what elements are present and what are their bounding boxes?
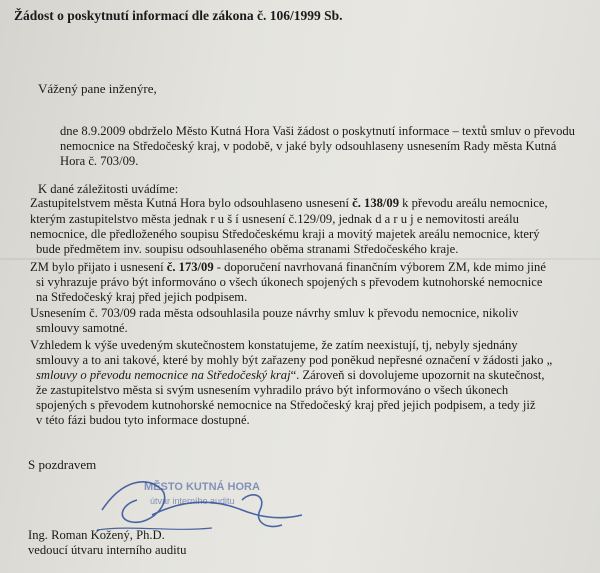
intro-line: nemocnice na Středočeský kraj, v podobě, v jaké byly odsouhlaseny usnesením Rady města Kutná: [60, 139, 557, 153]
signature-stroke: [242, 495, 282, 527]
paragraph-line: že zastupitelstvo města si svým usnesením vyhradilo právo být informováno o všech úkonech: [36, 383, 509, 397]
letter-greeting: Vážený pane inženýre,: [38, 81, 157, 96]
paragraph-line: bude předmětem inv. soupisu odsouhlaseného oběma stranami Středočeského kraje.: [36, 242, 459, 256]
intro-line: dne 8.9.2009 obdrželo Město Kutná Hora Vaši žádost o poskytnutí informace – textů smluv o převodu: [60, 124, 575, 138]
closing-salutation: S pozdravem: [28, 457, 97, 472]
paragraph-line: spojených s převodem kutnohorské nemocnice na Středočeský kraj před jejich podpisem, a tedy již: [36, 398, 536, 412]
paragraph-line: ZM bylo přijato i usnesení č. 173/09 - doporučení navrhovaná finančním výborem ZM, kde mimo jiné: [30, 260, 546, 274]
paragraph-line: smlouvy o převodu nemocnice na Středočeský kraj“. Zároveň si dovolujeme upozornit na skutečnost,: [36, 368, 545, 382]
stamp-text: útvar interního auditu: [150, 496, 235, 506]
signer-name: Ing. Roman Kožený, Ph.D.: [28, 528, 165, 542]
intro-line: Hora č. 703/09.: [60, 154, 139, 168]
paragraph-line: na Středočeský kraj před jejich podpisem.: [36, 290, 248, 304]
paragraph-line: smlouvy a to ani takové, které by mohly být zařazeny pod poněkud nepřesné označení v žádosti jako „: [36, 353, 553, 367]
paragraph-line: Vzhledem k výše uvedeným skutečnostem konstatujeme, že zatím neexistují, tj, nebyly sjednány: [30, 338, 518, 352]
paragraph-line: Usnesením č. 703/09 rada města odsouhlasila pouze návrhy smluv k převodu nemocnice, nikoliv: [30, 306, 519, 320]
paragraph-line: Zastupitelstvem města Kutná Hora bylo odsouhlaseno usnesení č. 138/09 k převodu areálu nemocnice,: [30, 196, 548, 210]
matter-label: K dané záležitosti uvádíme:: [38, 182, 179, 196]
paragraph-line: nemocnice, dle předloženého soupisu Středočeskému kraji a movitý majetek areálu nemocnice, který: [30, 227, 540, 241]
signer-role: vedoucí útvaru interního auditu: [28, 543, 187, 557]
paragraph-line: v této fázi budou tyto informace dostupné.: [36, 413, 250, 427]
letter-heading: Žádost o poskytnutí informací dle zákona č. 106/1999 Sb.: [14, 8, 343, 23]
stamp-text: MĚSTO KUTNÁ HORA: [144, 481, 260, 493]
paragraph-line: si vyhrazuje právo být informováno o všech úkonech spojených s převodem kutnohorské nemocnice: [36, 275, 543, 289]
paragraph-line: kterým zastupitelstvo města jednak r u š í usnesení č.129/09, jednak d a r u j e nemovitosti areálu: [30, 212, 519, 226]
paragraph-line: smlouvy samotné.: [36, 321, 128, 335]
